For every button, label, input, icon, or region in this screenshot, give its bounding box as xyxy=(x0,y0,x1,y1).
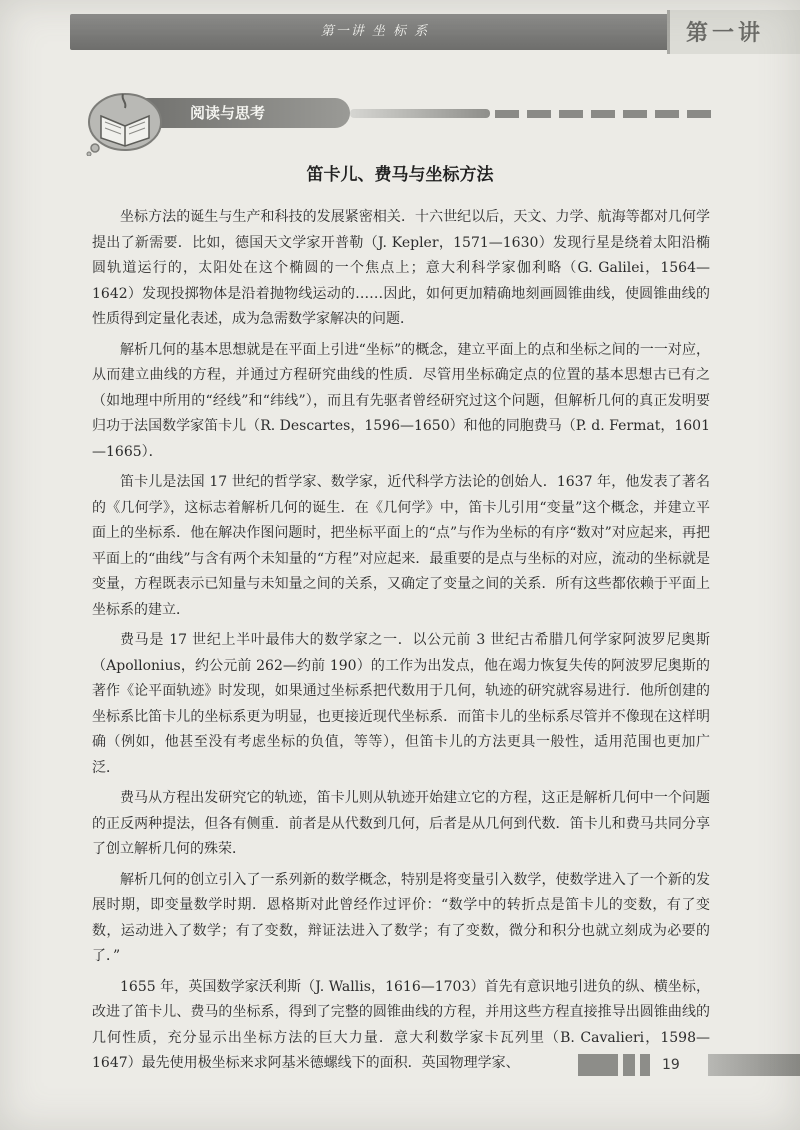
section-banner xyxy=(85,86,725,156)
paragraph: 1655 年，英国数学家沃利斯（J. Wallis，1616—1703）首先有意识地引进负的纵、横坐标，改进了笛卡儿、费马的坐标系，得到了完整的圆锥曲线的方程，并用这些方程直接推导出圆锥曲线的几何性质，充分显示出坐标方法的巨大力量．意大利数学家卡瓦列里（B. Cavalieri，1598—1647）最先使用极坐标来求阿基米德螺线下的面积．英国物理学家、 xyxy=(92,978,710,1071)
footer-bars xyxy=(578,1054,650,1076)
paragraph: 费马从方程出发研究它的轨迹，笛卡儿则从轨迹开始建立它的方程，这正是解析几何中一个问题的正反两种提法，但各有侧重．前者是从代数到几何，后者是从几何到代数．笛卡儿和费马共同分享了创立解析几何的殊荣． xyxy=(92,790,710,857)
article-body xyxy=(92,205,710,1082)
running-header-title: 第一讲 坐 标 系 xyxy=(320,24,430,39)
footer-tail-bar xyxy=(708,1054,800,1076)
paragraph: 坐标方法的诞生与生产和科技的发展紧密相关．十六世纪以后，天文、力学、航海等都对几何学提出了新需要．比如，德国天文学家开普勒（J. Kepler，1571—1630）发现行星是绕着太阳沿椭圆轨道运行的，太阳处在这个椭圆的一个焦点上；意大利科学家伽利略（G. Galilei，1564—1642）发现投掷物体是沿着抛物线运动的……因此，如何更加精确地刻画圆锥曲线，使圆锥曲线的性质得到定量化表述，成为急需数学家解决的问题． xyxy=(92,209,710,327)
paragraph: 解析几何的创立引入了一系列新的数学概念，特别是将变量引入数学，使数学进入了一个新的发展时期，即变量数学时期．恩格斯对此曾经作过评价：“数学中的转折点是笛卡儿的变数，有了变数，运动进入了数学；有了变数，辩证法进入了数学；有了变数，微分和积分也就立刻成为必要的了．” xyxy=(92,871,710,964)
chapter-mark: 第一讲 xyxy=(686,21,765,46)
article-title: 笛卡儿、费马与坐标方法 xyxy=(306,165,494,185)
chapter-tab xyxy=(667,10,800,54)
header-band xyxy=(70,14,800,50)
paragraph: 解析几何的基本思想就是在平面上引进“坐标”的概念，建立平面上的点和坐标之间的一一对应，从而建立曲线的方程，并通过方程研究曲线的性质．尽管用坐标确定点的位置的基本思想古已有之（如地理中所用的“经线”和“纬线”），而且有先驱者曾经研究过这个问题，但解析几何的真正发明要归功于法国数学家笛卡儿（R. Descartes，1596—1650）和他的同胞费马（P. d. Fermat，1601—1665）． xyxy=(92,341,710,460)
banner-line xyxy=(350,109,490,118)
paragraph: 费马是 17 世纪上半叶最伟大的数学家之一．以公元前 3 世纪古希腊几何学家阿波罗尼奥斯（Apollonius，约公元前 262—约前 190）的工作为出发点，他在竭力恢复失传的阿波罗尼奥斯的著作《论平面轨迹》时发现，如果通过坐标系把代数用于几何，轨迹的研究就容易进行．他所创建的坐标系比笛卡儿的坐标系更为明显，也更接近现代坐标系．而笛卡儿的坐标系尽管并不像现在这样明确（例如，他甚至没有考虑坐标的负值，等等），但笛卡儿的方法更具一般性，适用范围也更加广泛． xyxy=(92,632,710,776)
section-label: 阅读与思考 xyxy=(190,104,266,122)
paragraph: 笛卡儿是法国 17 世纪的哲学家、数学家，近代科学方法论的创始人．1637 年，他发表了著名的《几何学》，这标志着解析几何的诞生．在《几何学》中，笛卡儿引用“变量”这个概念，并建立平面上的坐标系．他在解决作图问题时，把坐标平面上的“点”与作为坐标的有序“数对”对应起来，再把平面上的“曲线”与含有两个未知量的“方程”对应起来．最重要的是点与坐标的对应，流动的坐标就是变量，方程既表示已知量与未知量之间的关系，又确定了变量之间的关系．所有这些都依赖于平面上坐标系的建立． xyxy=(92,474,710,618)
banner-dashes xyxy=(495,110,711,118)
page-number: 19 xyxy=(662,1057,680,1073)
page-footer xyxy=(578,1050,800,1080)
open-book-icon xyxy=(85,86,165,156)
